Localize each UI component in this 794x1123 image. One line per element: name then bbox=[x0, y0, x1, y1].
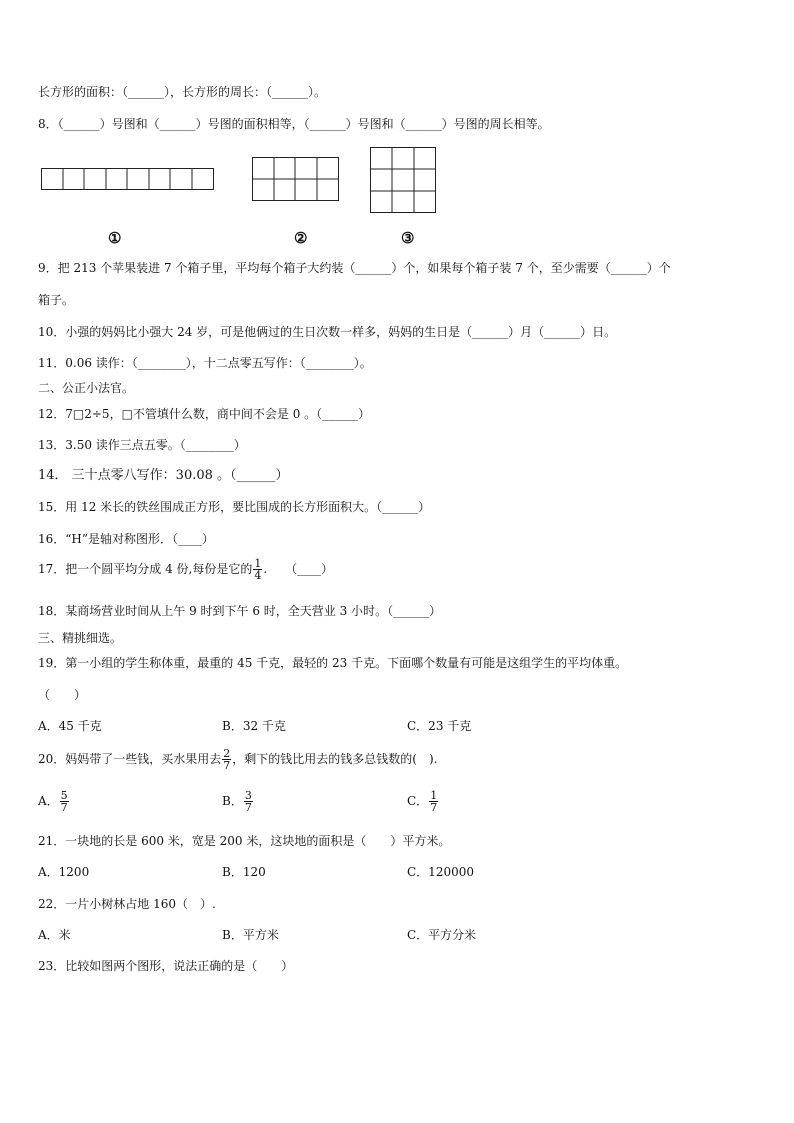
question-8: 8．（______）号图和（______）号图的面积相等，（______）号图和（______）号图的周长相等。 bbox=[38, 117, 550, 131]
figure-2-label: ② bbox=[294, 229, 308, 247]
question-15: 15．用 12 米长的铁丝围成正方形，要比围成的长方形面积大。（______） bbox=[38, 500, 431, 514]
q21-option-c[interactable]: C．120000 bbox=[407, 865, 474, 879]
question-17-text: 17．把一个圆平均分成 4 份,每份是它的 bbox=[38, 562, 253, 576]
q19-option-b[interactable]: B．32 千克 bbox=[222, 719, 286, 733]
fraction-2-7: $\frac{2}{7}$ bbox=[223, 747, 231, 772]
question-18: 18．某商场营业时间从上午 9 时到下午 6 时，全天营业 3 小时。（______） bbox=[38, 604, 442, 618]
question-12: 12．7□2÷5，□不管填什么数，商中间不会是 0 。（______） bbox=[38, 407, 371, 421]
question-17-answer: . （____） bbox=[263, 562, 334, 576]
figure-1-label: ① bbox=[108, 229, 122, 247]
q20-option-c[interactable]: C． $\frac{1}{7}$ bbox=[407, 789, 438, 814]
q21-option-b[interactable]: B．120 bbox=[222, 865, 266, 879]
question-10: 10．小强的妈妈比小强大 24 岁，可是他俩过的生日次数一样多，妈妈的生日是（______）月（______）日。 bbox=[38, 325, 617, 339]
q22-option-b[interactable]: B．平方米 bbox=[222, 928, 279, 942]
figure-2-grid bbox=[252, 157, 342, 203]
question-17 bbox=[38, 558, 333, 581]
q20-option-a[interactable]: A． $\frac{5}{7}$ bbox=[38, 789, 68, 814]
question-21: 21．一块地的长是 600 米，宽是 200 米，这块地的面积是（ ）平方米。 bbox=[38, 834, 451, 848]
figure-1-grid bbox=[41, 168, 216, 192]
question-20-text: 20．妈妈带了一些钱，买水果用去 bbox=[38, 752, 222, 766]
figure-3-grid bbox=[370, 147, 438, 215]
q19-option-c[interactable]: C．23 千克 bbox=[407, 719, 472, 733]
question-11: 11．0.06 读作：（________），十二点零五写作：（________）。 bbox=[38, 356, 372, 370]
question-13: 13．3.50 读作三点五零。（________） bbox=[38, 438, 246, 452]
question-19-paren: （ ） bbox=[38, 688, 87, 702]
question-14: 14． 三十点零八写作：30.08 。（______） bbox=[38, 468, 289, 483]
q22-option-a[interactable]: A．米 bbox=[38, 928, 71, 942]
question-9: 9．把 213 个苹果装进 7 个箱子里，平均每个箱子大约装（______）个，如果每个箱子装 7 个，至少需要（______）个 bbox=[38, 261, 671, 275]
section-2-heading: 二、公正小法官。 bbox=[38, 381, 135, 395]
figure-3-label: ③ bbox=[401, 229, 415, 247]
question-19: 19．第一小组的学生称体重，最重的 45 千克，最轻的 23 千克。下面哪个数量有可能是这组学生的平均体重。 bbox=[38, 656, 628, 670]
q21-option-a[interactable]: A．1200 bbox=[38, 865, 90, 879]
question-23: 23．比较如图两个图形，说法正确的是（ ） bbox=[38, 959, 294, 973]
section-3-heading: 三、精挑细选。 bbox=[38, 631, 123, 645]
question-20 bbox=[38, 748, 437, 771]
question-16: 16．“H”是轴对称图形．（____） bbox=[38, 532, 215, 546]
q20-option-b[interactable]: B． $\frac{3}{7}$ bbox=[222, 789, 252, 814]
question-9-continued: 箱子。 bbox=[38, 293, 75, 307]
question-22: 22．一片小树林占地 160（ ）. bbox=[38, 897, 216, 911]
q22-option-c[interactable]: C．平方分米 bbox=[407, 928, 477, 942]
question-20-text-end: ，剩下的钱比用去的钱多总钱数的( ). bbox=[232, 752, 438, 766]
q19-option-a[interactable]: A．45 千克 bbox=[38, 719, 102, 733]
q7-tail-text: 长方形的面积：（______），长方形的周长：（______）。 bbox=[38, 85, 327, 99]
fraction-1-4: $\frac{1}{4}$ bbox=[254, 557, 262, 582]
